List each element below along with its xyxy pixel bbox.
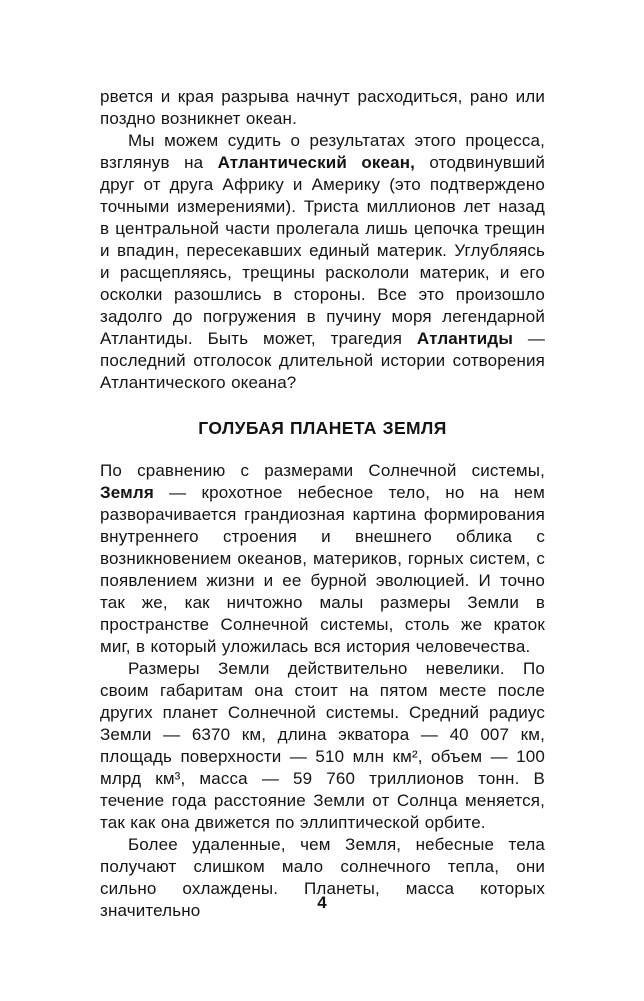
text-run: Более удаленные, чем Земля, небесные тела получают слишком мало солнечного тепла, они сильно охлаждены. Планеты, масса которых значительно — [100, 835, 545, 920]
bold-term-atlantis: Атлантиды — [416, 329, 514, 348]
paragraph-ocean-continuation — [100, 86, 545, 130]
bold-term-atlantic-ocean: Атлантический океан, — [217, 153, 416, 172]
text-run: Размеры Земли действительно невелики. По своим габаритам она стоит на пятом месте после других планет Солнечной системы. Средний радиус Земли — 6370 км, длина экватора — 40 007 км, площадь поверхности — 510 млн км², объем — 100 млрд км³, масса — 59 760 триллионов тонн. В течение года расстояние Земли от Солнца меняется, так как она движется по эллиптической орбите. — [100, 659, 545, 832]
page-number: 4 — [317, 893, 327, 912]
section-heading: ГОЛУБАЯ ПЛАНЕТА ЗЕМЛЯ — [198, 418, 447, 438]
text-column — [100, 86, 545, 922]
text-run: — последний отголосок длительной истории сотворения Атлантического океана? — [100, 329, 545, 392]
text-run: По сравнению с размерами Солнечной системы, — [100, 461, 545, 480]
text-run: отодвинувший друг от друга Африку и Америку (это подтверждено точными измерениями). Триста миллионов лет назад в центральной части пролегала лишь цепочка трещин и впадин, пересекавших единый материк. Углубляясь и расщепляясь, трещины раскололи материк, и его осколки разошлись в стороны. Все это произошло задолго до погружения в пучину моря легендарной Атлантиды. Быть может, трагедия — [100, 153, 545, 348]
text-run: — крохотное небесное тело, но на нем разворачивается грандиозная картина формирования внутреннего строения и внешнего облика с возникновением океанов, материков, горных систем, с появлением жизни и ее бурной эволюцией. И точно так же, как ничтожно малы размеры Земли в пространстве Солнечной системы, столь же краток миг, в который уложилась вся история человечества. — [100, 483, 545, 656]
bold-term-earth: Земля — [100, 483, 154, 502]
paragraph-earth-intro — [100, 460, 545, 658]
paragraph-earth-dimensions — [100, 658, 545, 834]
text-run: Мы можем судить о результатах этого процесса, взглянув на — [100, 131, 545, 172]
text-run: рвется и края разрыва начнут расходиться, рано или поздно возникнет океан. — [100, 87, 545, 128]
paragraph-atlantic-ocean — [100, 130, 545, 394]
